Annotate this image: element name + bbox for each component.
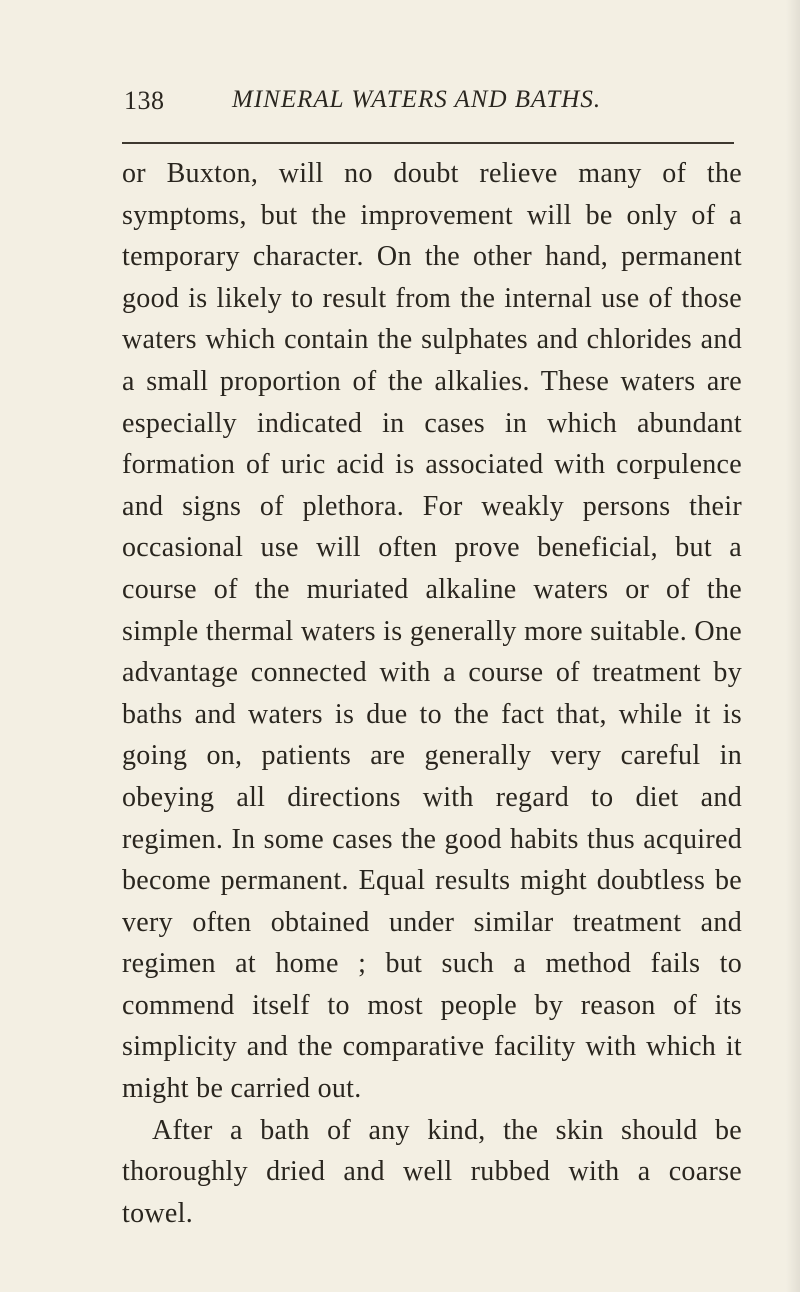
header-rule <box>122 142 734 144</box>
page-edge-shadow <box>786 0 800 1292</box>
page-number: 138 <box>124 86 165 115</box>
running-title: MINERAL WATERS AND BATHS. <box>232 86 602 113</box>
page-header <box>124 84 734 124</box>
paragraph-1: or Buxton, will no doubt relieve many of the symptoms, but the improvement will be only of a temporary character. On the other hand, permanent good is likely to result from the internal use of those waters which contain the sulphates and chlorides and a small proportion of the alkalies. These waters are especially indicated in cases in which abundant formation of uric acid is associated with corpulence and signs of plethora. For weakly persons their occasional use will often prove beneficial, but a course of the muriated alkaline waters or of the simple thermal waters is generally more suitable. One advantage connected with a course of treatment by baths and waters is due to the fact that, while it is going on, patients are generally very careful in obeying all directions with regard to diet and regimen. In some cases the good habits thus acquired become permanent. Equal results might doubtless be very often obtained under similar treatment and regimen at home ; but such a method fails to commend itself to most people by reason of its simplicity and the comparative facility with which it might be carried out. <box>122 158 742 1105</box>
body-text <box>122 153 742 1234</box>
paragraph-2: After a bath of any kind, the skin should be thoroughly dried and well rubbed with a coarse towel. <box>122 1114 742 1229</box>
